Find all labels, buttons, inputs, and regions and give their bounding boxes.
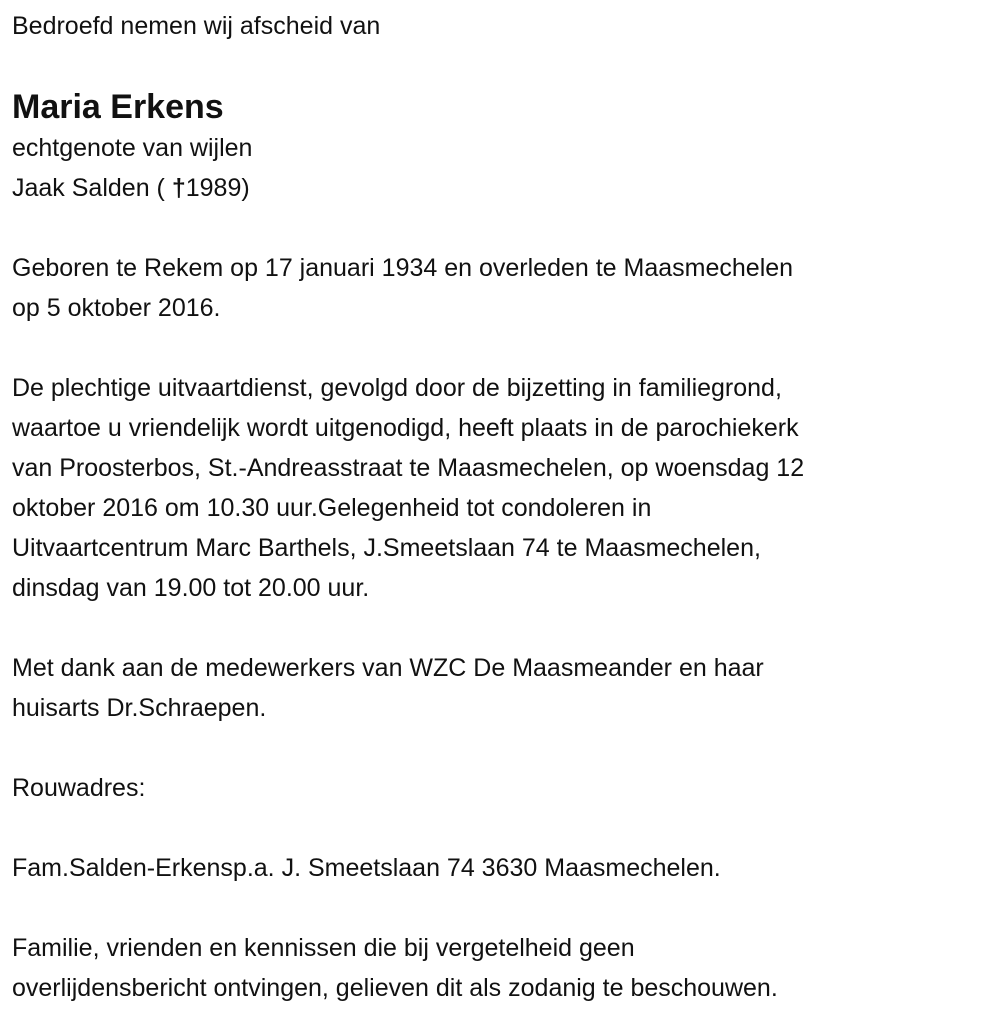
funeral-paragraph xyxy=(12,368,1000,608)
paragraph-line: dinsdag van 19.00 tot 20.00 uur. xyxy=(12,574,370,602)
paragraph-line: Fam.Salden-Erkensp.a. J. Smeetslaan 74 3630 Maasmechelen. xyxy=(12,854,721,882)
paragraph-line: Familie, vrienden en kennissen die bij vergetelheid geen xyxy=(12,934,635,962)
address-paragraph xyxy=(12,848,1000,888)
paragraph-line: Uitvaartcentrum Marc Barthels, J.Smeetslaan 74 te Maasmechelen, xyxy=(12,534,761,562)
paragraph-line: Rouwadres: xyxy=(12,774,146,802)
spouse-block xyxy=(12,128,1000,208)
spouse-name-line xyxy=(12,168,1000,208)
paragraph-line: op 5 oktober 2016. xyxy=(12,294,221,322)
paragraph-line: Met dank aan de medewerkers van WZC De Maasmeander en haar xyxy=(12,654,764,682)
cross-icon: † xyxy=(171,174,186,202)
address-label xyxy=(12,768,1000,808)
birth-death-paragraph xyxy=(12,248,1000,328)
notice-paragraph xyxy=(12,928,1000,1008)
paragraph-line: oktober 2016 om 10.30 uur.Gelegenheid tot condoleren in xyxy=(12,494,652,522)
paragraph-line: huisarts Dr.Schraepen. xyxy=(12,694,267,722)
spouse-name: Jaak Salden ( xyxy=(12,174,165,202)
paragraph-line: Geboren te Rekem op 17 januari 1934 en overleden te Maasmechelen xyxy=(12,254,794,282)
thanks-paragraph xyxy=(12,648,1000,728)
paragraphs xyxy=(12,248,1000,1008)
deceased-name: Maria Erkens xyxy=(12,88,224,126)
spouse-death-year: 1989) xyxy=(185,174,250,202)
intro-text: Bedroefd nemen wij afscheid van xyxy=(12,12,381,40)
paragraph-line: overlijdensbericht ontvingen, gelieven dit als zodanig te beschouwen. xyxy=(12,974,778,1002)
paragraph-line: van Proosterbos, St.-Andreasstraat te Maasmechelen, op woensdag 12 xyxy=(12,454,805,482)
paragraph-line: waartoe u vriendelijk wordt uitgenodigd, heeft plaats in de parochiekerk xyxy=(12,414,799,442)
paragraph-line: De plechtige uitvaartdienst, gevolgd door de bijzetting in familiegrond, xyxy=(12,374,782,402)
spouse-relation: echtgenote van wijlen xyxy=(12,134,253,162)
